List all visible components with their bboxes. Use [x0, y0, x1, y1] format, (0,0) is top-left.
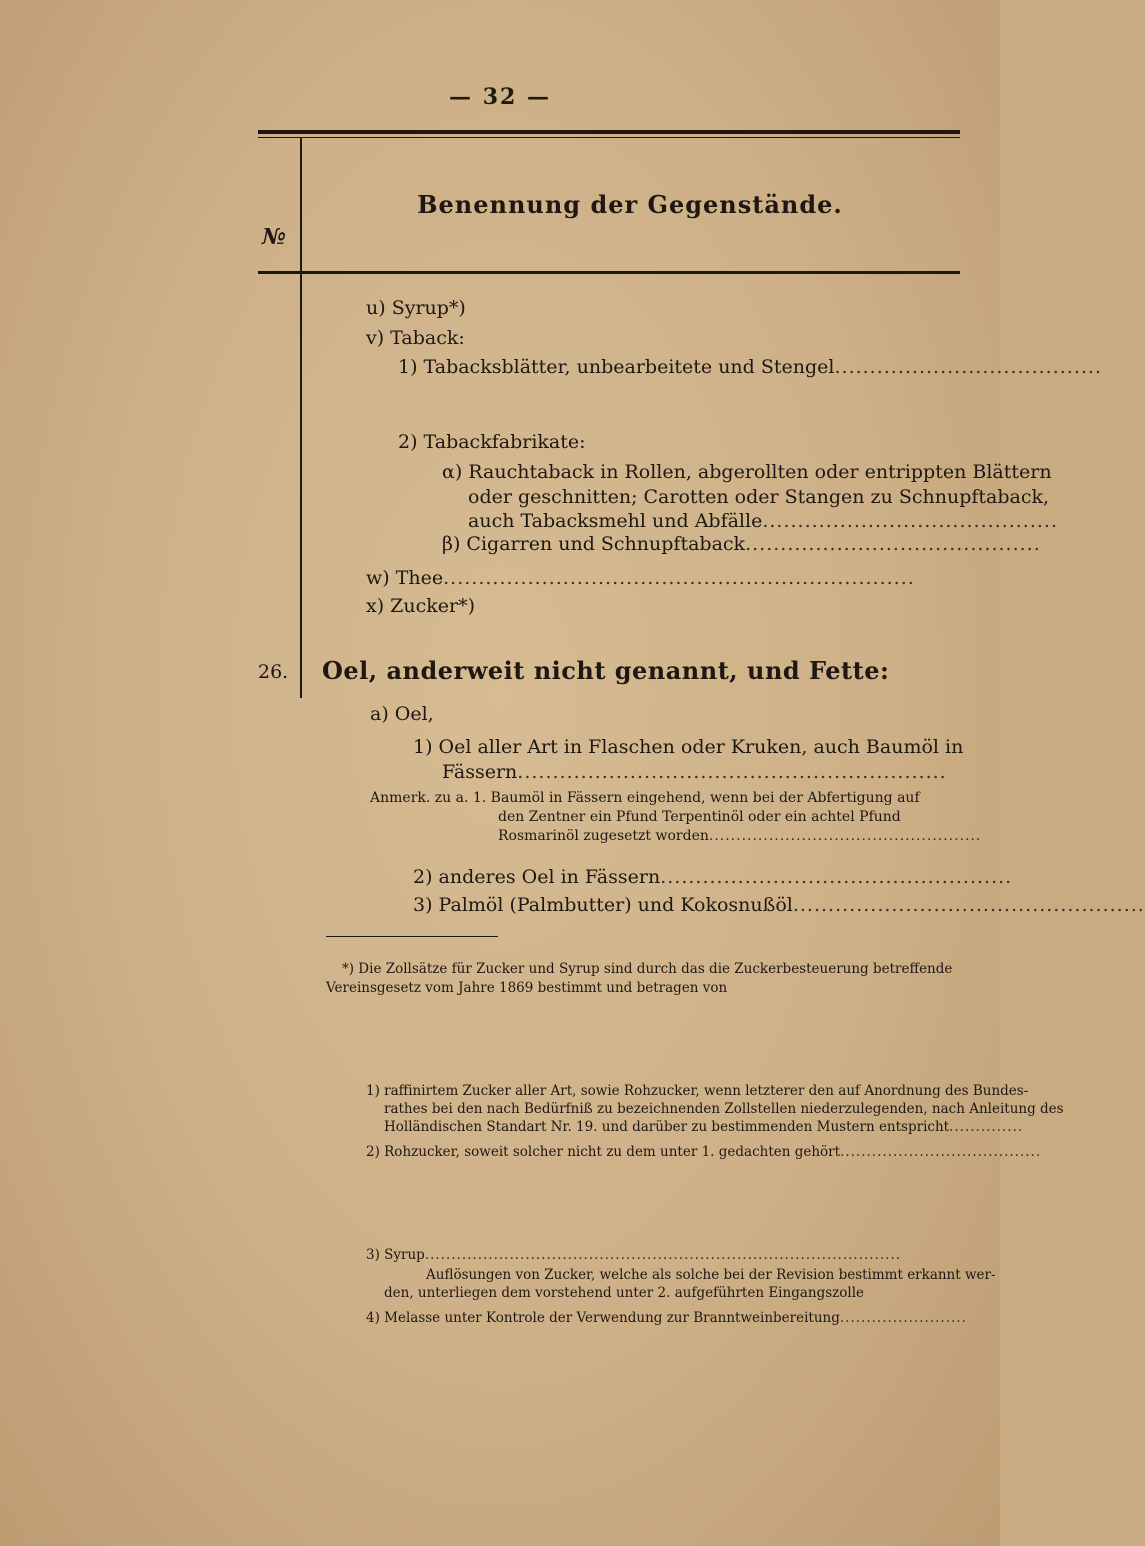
- column-header-number: №: [262, 224, 286, 250]
- section-number: 26.: [258, 661, 289, 683]
- leader-dots: ...................................................................: [443, 567, 915, 589]
- entry-a2-text: 2) anderes Oel in Fässern: [413, 866, 661, 888]
- footnote-1-line1: 1) raffinirtem Zucker aller Art, sowie Rohzucker, wenn letzterer den auf Anordnung des Bundes-: [366, 1083, 1029, 1099]
- footnote-3-text: 3) Syrup: [366, 1247, 425, 1263]
- column-header-title: Benennung der Gegenstände.: [417, 190, 843, 219]
- entry-alpha-line3-text: auch Tabacksmehl und Abfälle: [468, 510, 763, 532]
- entry-a3-text: 3) Palmöl (Palmbutter) und Kokosnußöl: [413, 894, 793, 916]
- entry-beta: [442, 532, 1041, 557]
- entry-a1-line1: 1) Oel aller Art in Flaschen oder Kruken, auch Baumöl in: [413, 736, 964, 758]
- entry-u: u) Syrup*): [366, 297, 466, 319]
- entry-v: v) Taback:: [366, 327, 465, 349]
- leader-dots: ..........................................: [745, 533, 1041, 555]
- section-title: Oel, anderweit nicht genannt, und Fette:: [322, 656, 890, 685]
- leader-dots: ..........................................: [762, 510, 1059, 532]
- footnote-rule: [326, 936, 498, 937]
- leader-dots: ..............: [949, 1119, 1024, 1135]
- footnote-2-text: 2) Rohzucker, soweit solcher nicht zu dem unter 1. gedachten gehört: [366, 1144, 841, 1160]
- entry-a: a) Oel,: [370, 703, 434, 725]
- entry-alpha-line1: α) Rauchtaback in Rollen, abgerollten oder entrippten Blättern: [442, 461, 1052, 483]
- footnote-1-line2: rathes bei den nach Bedürfniß zu bezeichnenden Zollstellen niederzulegenden, nach Anleitung des: [384, 1101, 1064, 1117]
- leader-dots: ..........................................................................................: [424, 1247, 902, 1263]
- entry-alpha-line3: [468, 509, 1059, 534]
- footnote-2: [366, 1143, 1042, 1162]
- leader-dots: ........................: [839, 1310, 967, 1326]
- annotation-line2: den Zentner ein Pfund Terpentinöl oder ein achtel Pfund: [498, 809, 901, 825]
- header-bottom-rule: [258, 271, 960, 274]
- footnote-4: [366, 1309, 967, 1328]
- annotation-line1: Anmerk. zu a. 1. Baumöl in Fässern eingehend, wenn bei der Abfertigung auf: [370, 790, 920, 806]
- leader-dots: ..................................................: [792, 894, 1145, 916]
- leader-dots: ......................................: [840, 1144, 1042, 1160]
- leader-dots: ......................................: [834, 356, 1102, 378]
- footnote-intro-line2: Vereinsgesetz vom Jahre 1869 bestimmt und betragen von: [326, 980, 728, 996]
- column-divider: [300, 138, 302, 698]
- entry-v2: 2) Tabackfabrikate:: [398, 431, 586, 453]
- entry-beta-text: β) Cigarren und Schnupftaback: [442, 533, 746, 555]
- footnote-1-line3-text: Holländischen Standart Nr. 19. und darüber zu bestimmenden Mustern entspricht: [384, 1119, 950, 1135]
- entry-w: [366, 566, 960, 591]
- footnote-3: [366, 1246, 960, 1265]
- footnote-4-text: 4) Melasse unter Kontrole der Verwendung zur Branntweinbereitung: [366, 1310, 840, 1326]
- entry-a1-line2-text: Fässern: [442, 761, 518, 783]
- footnote-3-sub-line2: den, unterliegen dem vorstehend unter 2. aufgeführten Eingangszolle: [384, 1285, 865, 1301]
- entry-a1-line2: [442, 760, 960, 785]
- entry-alpha-line2: oder geschnitten; Carotten oder Stangen zu Schnupftaback,: [468, 486, 1050, 508]
- leader-dots: ..................................................: [708, 828, 982, 844]
- header-top-rule-thin: [258, 137, 960, 138]
- footnote-1-line3: [384, 1118, 1024, 1137]
- entry-a2: [413, 865, 1013, 890]
- header-top-rule: [258, 130, 960, 134]
- leader-dots: .............................................................: [517, 761, 947, 783]
- annotation-line3-text: Rosmarinöl zugesetzt worden: [498, 828, 709, 844]
- entry-x: x) Zucker*): [366, 595, 475, 617]
- annotation-line3: [498, 827, 982, 846]
- entry-v1: [398, 355, 1102, 380]
- footnote-intro-line1: *) Die Zollsätze für Zucker und Syrup sind durch das die Zuckerbesteuerung betreffende: [342, 961, 953, 977]
- footnote-3-sub-line1: Auflösungen von Zucker, welche als solche bei der Revision bestimmt erkannt wer-: [426, 1267, 996, 1283]
- page-number: — 32 —: [449, 84, 551, 110]
- entry-w-text: w) Thee: [366, 567, 444, 589]
- entry-a3: [413, 893, 1145, 918]
- entry-v1-text: 1) Tabacksblätter, unbearbeitete und Stengel: [398, 356, 835, 378]
- leader-dots: ..................................................: [660, 866, 1013, 888]
